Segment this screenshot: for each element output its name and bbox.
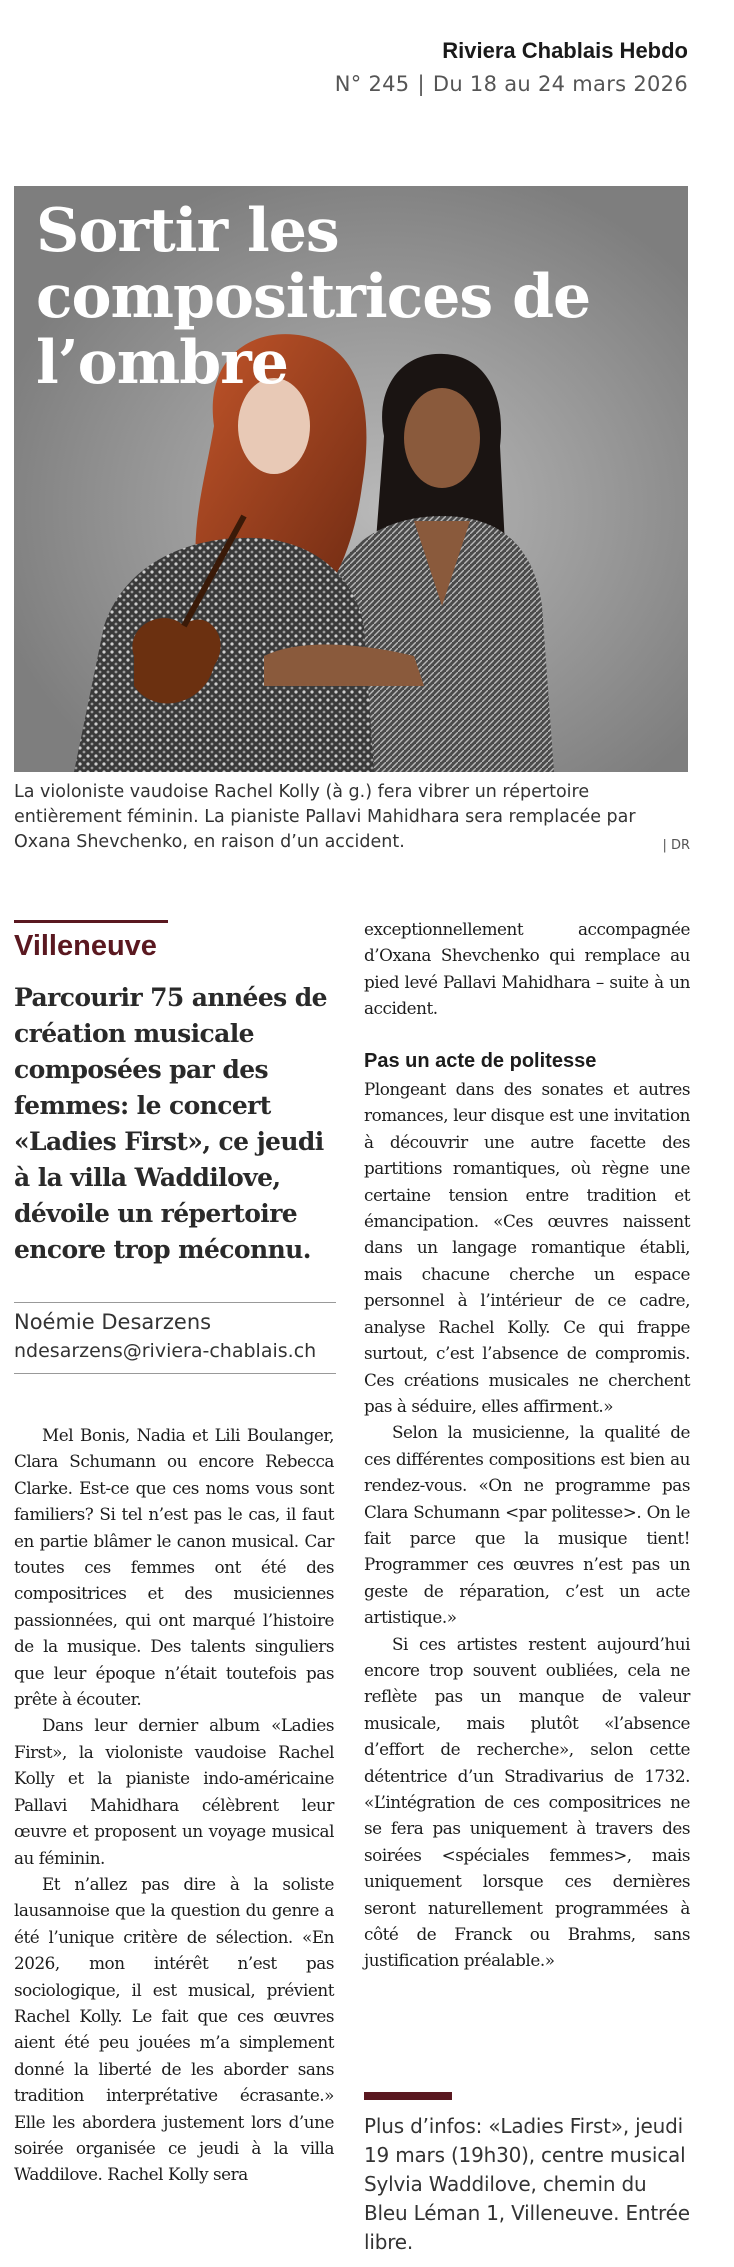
issue-separator: | xyxy=(417,72,425,96)
body-paragraph: Mel Bonis, Nadia et Lili Boulanger, Clara Schumann ou encore Rebecca Clarke. Est-ce que ces noms vous sont familiers? Si tel n’est pas le cas, il faut en partie blâmer le canon musical. Car toutes ces femmes ont été des compositrices et des musiciennes passionnées, qui ont marqué l’histoire de la musique. Des talents singuliers que leur époque n’était toutefois pas prête à écouter. xyxy=(14,1425,334,1710)
rubric-rule xyxy=(14,920,168,923)
hero-photo xyxy=(14,186,688,772)
newspaper-title: Riviera Chablais Hebdo xyxy=(442,38,688,63)
issue-dates: Du 18 au 24 mars 2026 xyxy=(432,72,688,96)
body-paragraph: Selon la musicienne, la qualité de ces différentes compositions est bien au rendez-vous. «On ne programme pas Clara Schumann <par politesse>. On le fait parce que la musique tient! Programmer ces œuvres n’est pas un geste de réparation, c’est un acte artistique.» xyxy=(364,1422,690,1628)
event-info: Plus d’infos: «Ladies First», jeudi 19 mars (19h30), centre musical Sylvia Waddilove, chemin du Bleu Léman 1, Villeneuve. Entrée libre. xyxy=(364,2114,690,2254)
body-paragraph: Et n’allez pas dire à la soliste lausannoise que la question du genre a été l’unique critère de sélection. «En 2026, mon intérêt n’est pas sociologique, il est musical, prévient Rachel Kolly. Le fait que ces œuvres aient été peu jouées m’a simplement donné la liberté de les aborder sans tradition interprétative écrasante.» Elle les abordera justement lors d’une soirée organisée ce jeudi à la villa Waddilove. Rachel Kolly sera xyxy=(14,1873,334,2185)
body-paragraph: Dans leur dernier album «Ladies First», la violoniste vaudoise Rachel Kolly et la pianiste indo-américaine Pallavi Mahidhara célèbrent leur œuvre et proposent un voyage musical au féminin. xyxy=(14,1715,334,1868)
byline-rule-top xyxy=(14,1302,336,1303)
body-paragraph: Si ces artistes restent aujourd’hui encore trop souvent oubliées, cela ne reflète pas un manque de valeur musicale, mais plutôt «l’absence d’effort de recherche», selon cette détentrice d’un Stradivarius de 1732. «L’intégration de ces compositrices ne se fera pas uniquement à travers des soirées <spéciales femmes>, mais uniquement lorsque ces dernières seront naturellement programmées à côté de Franck ou Brahms, sans justification préalable.» xyxy=(364,1633,690,1971)
article-column-right xyxy=(364,916,690,1974)
article-lead: Parcourir 75 années de création musicale composées par des femmes: le concert «Ladies First», ce jeudi à la villa Waddilove, dévoile un répertoire encore trop méconnu. xyxy=(14,983,327,1264)
section-subhead: Pas un acte de politesse xyxy=(364,1049,597,1072)
info-rule xyxy=(364,2092,452,2100)
body-paragraph: Plongeant dans des sonates et autres romances, leur disque est une invitation à découvrir une autre facette des partitions romantiques, où règne une certaine tension entre tradition et émancipation. «Ces œuvres naissent dans un langage romantique établi, mais chacune cherche un espace personnel à l’intérieur de ce cadre, analyse Rachel Kolly. Ce qui frappe surtout, c’est l’absence de compromis. Ces créations musicales ne cherchent pas à séduire, elles affirment.» xyxy=(364,1079,690,1416)
right-woman-face xyxy=(404,388,480,488)
photo-credit: | DR xyxy=(662,838,690,853)
body-paragraph-continued: exceptionnellement accompagnée d’Oxana Shevchenko qui remplace au pied levé Pallavi Mahidhara – suite à un accident. xyxy=(364,919,690,1019)
issue-line xyxy=(335,72,688,96)
headline: Sortir les compositrices de l’ombre xyxy=(36,196,591,398)
issue-number: N° 245 xyxy=(334,72,410,96)
author-email[interactable]: ndesarzens@riviera-chablais.ch xyxy=(14,1340,317,1362)
rubric-location: Villeneuve xyxy=(14,930,157,962)
photo-caption: La violoniste vaudoise Rachel Kolly (à g.) fera vibrer un répertoire entièrement féminin. La pianiste Pallavi Mahidhara sera remplacée par Oxana Shevchenko, en raison d’un accident. xyxy=(14,782,636,852)
byline-rule-bottom xyxy=(14,1373,336,1374)
author-name: Noémie Desarzens xyxy=(14,1310,212,1334)
article-column-left xyxy=(14,1422,334,2188)
